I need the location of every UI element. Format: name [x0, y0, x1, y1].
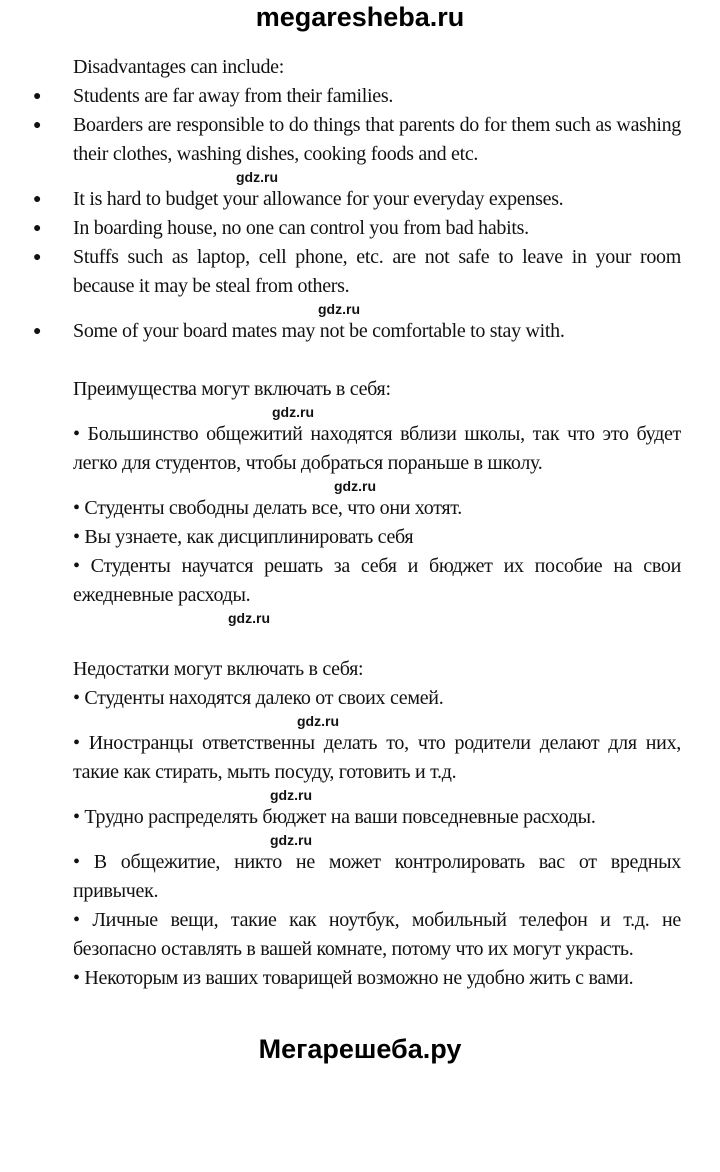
watermark-row: [73, 610, 681, 626]
watermark-row: [73, 478, 681, 494]
section-intro: Преимущества могут включать в себя:: [73, 378, 391, 400]
watermark: gdz.ru: [270, 832, 312, 848]
russian-disadvantages-section: [73, 655, 681, 993]
list-item: • Иностранцы ответственны делать то, что родители делают для них, такие как стирать, мыть посуду, готовить и т.д.: [73, 732, 681, 783]
bullet-icon: ●: [33, 250, 42, 265]
watermark: gdz.ru: [228, 610, 270, 626]
bullet-icon: ●: [33, 324, 42, 339]
document-body: [33, 53, 681, 993]
bullet-icon: ●: [33, 221, 42, 236]
list-item: ● Students are far away from their families.: [73, 82, 681, 111]
list-item: ● It is hard to budget your allowance for your everyday expenses.: [73, 185, 681, 214]
site-header: megaresheba.ru: [255, 2, 465, 32]
bullet-icon: ●: [33, 89, 42, 104]
watermark: gdz.ru: [318, 301, 360, 317]
watermark: gdz.ru: [270, 787, 312, 803]
russian-advantages-section: [73, 375, 681, 626]
site-footer: Мегарешеба.ру: [258, 1034, 462, 1064]
list-item: • Студенты научатся решать за себя и бюджет их пособие на свои ежедневные расходы.: [73, 555, 681, 606]
list-item: • Трудно распределять бюджет на ваши повседневные расходы.: [73, 806, 596, 828]
english-intro: Disadvantages can include:: [73, 56, 285, 78]
watermark-row: [73, 832, 681, 848]
list-item: ● Boarders are responsible to do things that parents do for them such as washing their clothes, washing dishes, cooking foods and etc.: [73, 111, 681, 169]
bullet-icon: ●: [33, 192, 42, 207]
watermark-row: [73, 787, 681, 803]
section-gap: [73, 346, 681, 375]
watermark: gdz.ru: [236, 169, 278, 185]
watermark: gdz.ru: [272, 404, 314, 420]
list-item: • Студенты находятся далеко от своих семей.: [73, 687, 444, 709]
list-item: • Студенты свободны делать все, что они хотят.: [73, 497, 462, 519]
list-item: ● Stuffs such as laptop, cell phone, etc. are not safe to leave in your room because it may be steal from others.: [73, 243, 681, 301]
list-item: • Личные вещи, такие как ноутбук, мобильный телефон и т.д. не безопасно оставлять в вашей комнате, потому что их могут украсть.: [73, 909, 681, 960]
section-gap: [73, 626, 681, 655]
watermark-row: [73, 713, 681, 729]
list-item: • В общежитие, никто не может контролировать вас от вредных привычек.: [73, 851, 681, 902]
watermark: gdz.ru: [334, 478, 376, 494]
list-item: ● In boarding house, no one can control you from bad habits.: [73, 214, 681, 243]
bullet-icon: ●: [33, 118, 42, 133]
list-item: • Некоторым из ваших товарищей возможно не удобно жить с вами.: [73, 967, 634, 989]
list-item: • Большинство общежитий находятся вблизи школы, так что это будет легко для студентов, чтобы добраться пораньше в школу.: [73, 423, 681, 474]
list-item: • Вы узнаете, как дисциплинировать себя: [73, 526, 414, 548]
section-intro: Недостатки могут включать в себя:: [73, 658, 364, 680]
watermark-row: [73, 301, 681, 317]
english-disadvantages-list: [33, 82, 681, 346]
watermark-row: [73, 169, 681, 185]
watermark: gdz.ru: [297, 713, 339, 729]
list-item: ● Some of your board mates may not be comfortable to stay with.: [73, 317, 681, 346]
watermark-row: [73, 404, 681, 420]
